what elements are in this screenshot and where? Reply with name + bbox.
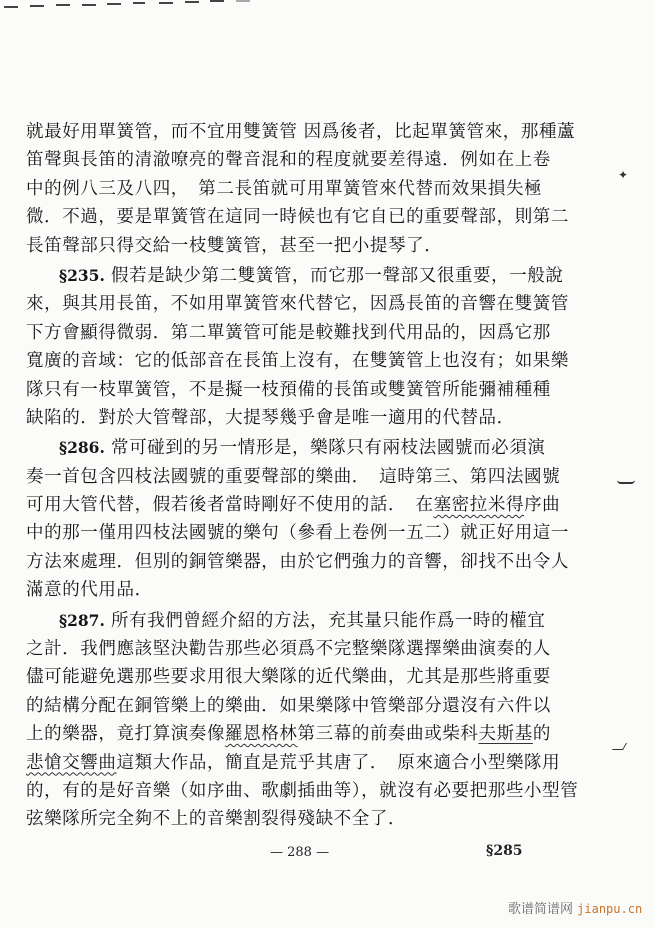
edge-mark [159, 2, 173, 4]
margin-pencil-mark [612, 743, 627, 750]
margin-pencil-mark: ✦ [618, 168, 629, 182]
edge-mark [56, 4, 70, 6]
text-line [26, 434, 546, 462]
watermark-cn: 歌谱简谱网 [508, 902, 574, 917]
edge-mark [133, 2, 145, 4]
text-line: 中的那一僅用四枝法國號的樂句（參看上卷例一五二）就正好用這一 [26, 523, 569, 544]
section-number: §287. [59, 610, 105, 630]
text-line: 就最好用單簧管，而不宜用雙簧管 因爲後者，比起單簧管來，那種蘆 [26, 122, 576, 142]
text-line: 缺陷的．對於大管聲部，大提琴幾乎會是唯一適用的代替品． [26, 407, 515, 428]
scan-edge-marks [0, 0, 655, 12]
name-underline-tchaikovsky: 夫斯基 [478, 724, 533, 745]
text-span: 所有我們曾經介紹的方法，充其量只能作爲一時的權宜 [111, 610, 546, 631]
text-span: 這類大作品，簡直是荒乎其唐了． 原來適合小型樂隊用 [116, 752, 561, 773]
text-span: 序曲 [524, 495, 561, 516]
text-line: 中的例八三及八四， 第二長笛就可用單簧管來代替而效果損失極 [26, 178, 543, 199]
text-line: 下方會顯得微弱．第二單簧管可能是較難找到代用品的，因爲它那 [26, 322, 551, 343]
text-span: 假若是缺少第二雙簧管，而它那一聲部又很重要，一般說 [111, 265, 564, 286]
page-number: — 288 — [270, 845, 330, 860]
text-line: 方法來處理．但別的銅管樂器，由於它們強力的音響，卻找不出令人 [26, 551, 569, 572]
text-line: 滿意的代用品． [26, 580, 153, 601]
watermark-url: jianpu.cn [577, 902, 643, 916]
text-span: 上的樂器，竟打算演奏像 [26, 724, 226, 745]
edge-mark [185, 1, 199, 3]
title-underline-pathetique: 悲愴交響曲 [26, 752, 117, 773]
footer-section-ref: §285 [486, 843, 523, 859]
margin-pencil-mark [617, 480, 635, 484]
text-line: 微．不過，要是單簧管在這同一時候也有它自已的重要聲部，則第二 [26, 207, 569, 228]
edge-mark [107, 3, 121, 5]
text-line [26, 607, 546, 635]
text-line: 長笛聲部只得交給一枝雙簧管，甚至一把小提琴了． [26, 235, 443, 256]
text-span: 可用大管代替，假若後者當時剛好不使用的話． 在 [26, 495, 434, 516]
text-line: 的，有的是好音樂（如序曲、歌劇插曲等），就沒有必要把那些小型管 [26, 780, 579, 801]
text-line: 的結構分配在銅管樂上的樂曲．如果樂隊中管樂部分還沒有六件以 [26, 695, 551, 716]
site-watermark [508, 898, 642, 917]
edge-mark [236, 0, 250, 2]
section-number: §235. [59, 265, 105, 285]
text-span: 的 [532, 724, 551, 745]
text-line: 笛聲與長笛的清澈嘹亮的聲音混和的程度就要差得遠．例如在上卷 [26, 150, 551, 171]
text-line: 儘可能避免選那些要求用很大樂隊的近代樂曲，尤其是那些將重要 [26, 667, 551, 688]
paragraph-235 [26, 262, 569, 432]
text-line: 奏一首包含四枝法國號的重要聲部的樂曲． 這時第三、第四法國號 [26, 466, 561, 487]
text-line [26, 720, 551, 748]
text-span: 常可碰到的另一情形是，樂隊只有兩枝法國號而必須演 [111, 438, 546, 459]
text-line [26, 491, 561, 519]
edge-mark [30, 5, 44, 7]
paragraph-continued [26, 118, 576, 260]
paragraph-286 [26, 434, 569, 604]
edge-mark [4, 6, 18, 8]
title-underline-semiramide: 塞密拉米得 [433, 495, 525, 516]
text-line: 之計．我們應該堅決勸告那些必須爲不完整樂隊選擇樂曲演奏的人 [26, 639, 551, 660]
edge-mark [82, 4, 96, 6]
section-number: §286. [59, 438, 105, 458]
document-body [26, 118, 579, 834]
text-line [26, 749, 561, 777]
text-line: 來，與其用長笛，不如用單簧管來代替它，因爲長笛的音響在雙簧管 [26, 294, 569, 315]
text-line: 弦樂隊所完全夠不上的音樂割裂得殘缺不全了． [26, 809, 407, 830]
edge-mark [210, 0, 224, 2]
text-span: 第三幕的前奏曲或柴科 [297, 724, 479, 745]
paragraph-287 [26, 607, 579, 834]
title-underline-lohengrin: 羅恩格林 [225, 724, 298, 745]
text-line: 寬廣的音域：它的低部音在長笛上沒有，在雙簧管上也沒有；如果樂 [26, 351, 569, 372]
text-line [26, 262, 564, 290]
text-line: 隊只有一枝單簧管，不是擬一枝預備的長笛或雙簧管所能彌補種種 [26, 379, 551, 400]
